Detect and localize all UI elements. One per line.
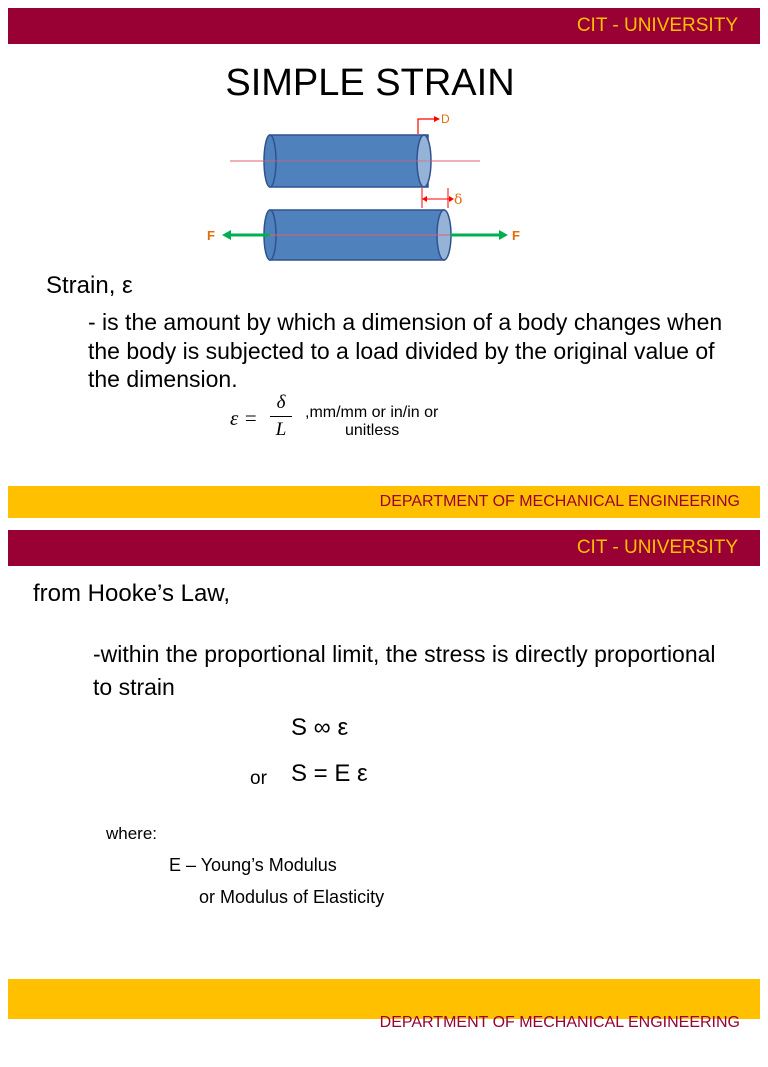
units-line-1: ,mm/mm or in/in or — [305, 404, 439, 421]
label-f-left: F — [207, 228, 215, 243]
hookes-law-statement: -within the proportional limit, the stress is directly proportional to strain — [93, 641, 716, 700]
strain-heading: Strain, ε — [46, 272, 133, 299]
d-arrow-icon — [434, 116, 440, 122]
strain-diagram — [200, 106, 540, 256]
e-definition: E – Young’s Modulus — [169, 855, 337, 875]
label-delta: δ — [454, 192, 463, 208]
force-arrow-right-icon — [499, 230, 508, 240]
header-bar — [8, 8, 760, 44]
units-line-2: unitless — [345, 422, 400, 439]
slide-simple-strain — [0, 0, 768, 524]
slide-hookes-law — [0, 524, 768, 1031]
header-text: CIT - UNIVERSITY — [576, 537, 738, 558]
header-text: CIT - UNIVERSITY — [576, 15, 738, 36]
hookes-law-equation: S = E ε — [291, 760, 368, 787]
slide-title: SIMPLE STRAIN — [225, 62, 515, 104]
footer-text: DEPARTMENT OF MECHANICAL ENGINEERING — [379, 493, 740, 510]
or-label: or — [250, 768, 267, 789]
fraction-bar — [270, 416, 292, 417]
e-alternative: or Modulus of Elasticity — [199, 887, 385, 907]
label-f-right: F — [512, 228, 520, 243]
formula-denominator: L — [275, 419, 287, 440]
footer-bar — [8, 979, 760, 1031]
delta-arrow-left-icon — [422, 196, 427, 202]
formula-numerator: δ — [276, 392, 286, 413]
formula-fraction — [270, 392, 292, 441]
label-d: D — [441, 112, 450, 126]
strain-units — [305, 404, 438, 440]
where-label: where: — [106, 824, 158, 843]
footer-text: DEPARTMENT OF MECHANICAL ENGINEERING — [379, 1014, 740, 1031]
d-leader-line — [418, 119, 434, 134]
formula-lhs: ε = — [230, 406, 258, 430]
header-bar — [8, 530, 760, 566]
strain-definition: - is the amount by which a dimension of a body changes when the body is subjected to a load divided by the original value of the dimension. — [88, 309, 723, 392]
hookes-law-heading: from Hooke’s Law, — [33, 580, 230, 607]
footer-bar — [8, 486, 760, 518]
proportionality-relation: S ∞ ε — [291, 714, 349, 741]
force-arrow-left-icon — [222, 230, 231, 240]
